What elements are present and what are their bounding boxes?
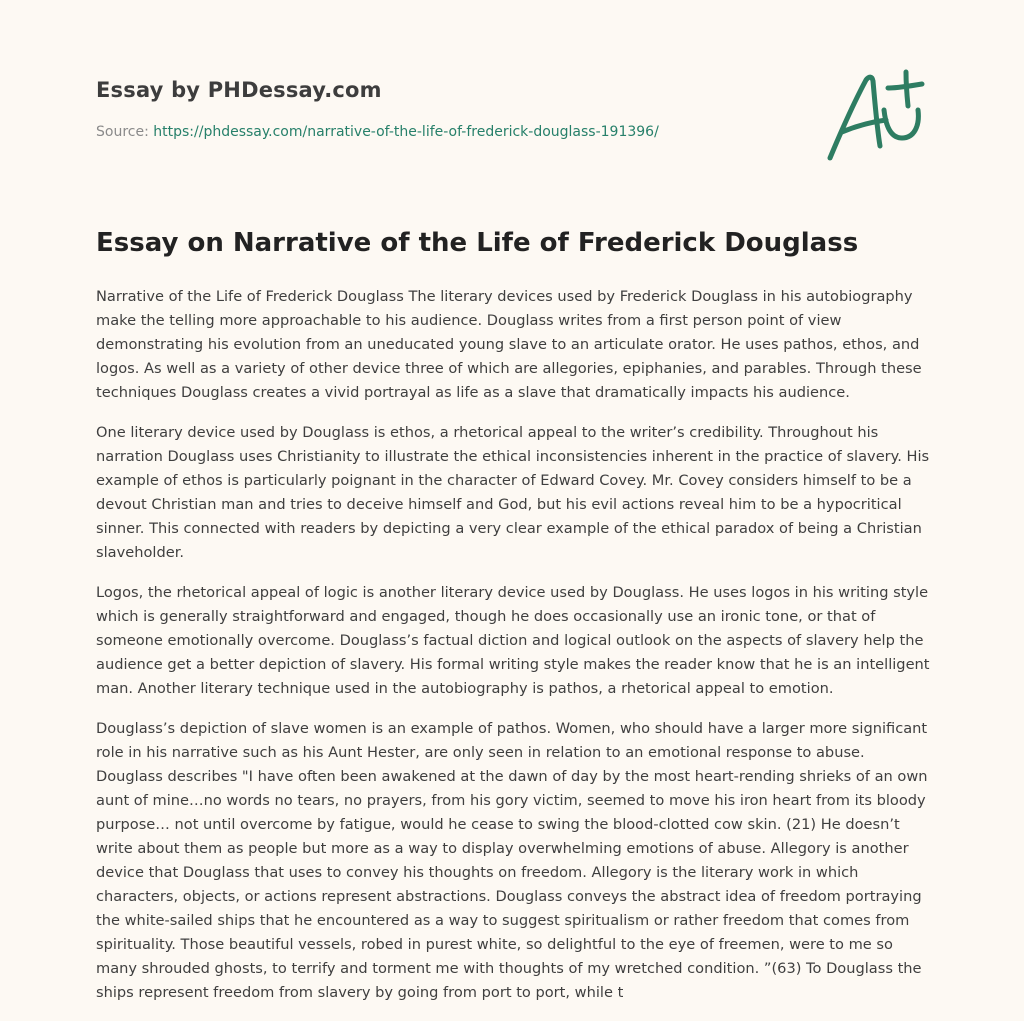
site-name: Essay by PHDessay.com bbox=[96, 78, 382, 102]
essay-title: Essay on Narrative of the Life of Frederick Douglass bbox=[96, 228, 859, 258]
essay-paragraph: One literary device used by Douglass is ethos, a rhetorical appeal to the writer’s credibility. Throughout his narration Douglass uses Christianity to illustrate the ethical inconsistencies inherent in the practice of slavery. His example of ethos is particularly poignant in the character of Edward Covey. Mr. Covey considers himself to be a devout Christian man and tries to deceive himself and God, but his evil actions reveal him to be a hypocritical sinner. This connected with readers by depicting a very clear example of the ethical paradox of being a Christian slaveholder. bbox=[96, 424, 930, 561]
source-label: Source: bbox=[96, 124, 154, 140]
essay-paragraph: Narrative of the Life of Frederick Douglass The literary devices used by Frederick Douglass in his autobiography make the telling more approachable to his audience. Douglass writes from a first person point of view demonstrating his evolution from an uneducated young slave to an articulate orator. He uses pathos, ethos, and logos. As well as a variety of other device three of which are allegories, epiphanies, and parables. Through these techniques Douglass creates a vivid portrayal as life as a slave that dramatically impacts his audience. bbox=[96, 288, 922, 401]
source-link[interactable]: https://phdessay.com/narrative-of-the-life-of-frederick-douglass-191396/ bbox=[153, 124, 659, 140]
essay-body bbox=[96, 285, 932, 1021]
a-plus-logo-icon bbox=[822, 66, 928, 166]
source-line bbox=[96, 124, 659, 140]
essay-paragraph: Douglass’s depiction of slave women is an example of pathos. Women, who should have a larger more significant role in his narrative such as his Aunt Hester, are only seen in relation to an emotional response to abuse. Douglass describes "I have often been awakened at the dawn of day by the most heart-rending shrieks of an own aunt of mine…no words no tears, no prayers, from his gory victim, seemed to move his iron heart from its bloody purpose… not until overcome by fatigue, would he cease to swing the blood-clotted cow skin. (21) He doesn’t write about them as people but more as a way to display overwhelming emotions of abuse. Allegory is another device that Douglass that uses to convey his thoughts on freedom. Allegory is the literary work in which characters, objects, or actions represent abstractions. Douglass conveys the abstract idea of freedom portraying the white-sailed ships that he encountered as a way to suggest spiritualism or rather freedom that comes from spirituality. Those beautiful vessels, robed in purest white, so delightful to the eye of freemen, were to me so many shrouded ghosts, to terrify and torment me with thoughts of my wretched condition. ”(63) To Douglass the ships represent freedom from slavery by going from port to port, while t bbox=[96, 720, 928, 1001]
essay-paragraph: Logos, the rhetorical appeal of logic is another literary device used by Douglass. He uses logos in his writing style which is generally straightforward and engaged, though he does occasionally use an ironic tone, or that of someone emotionally overcome. Douglass’s factual diction and logical outlook on the aspects of slavery help the audience get a better depiction of slavery. His formal writing style makes the reader know that he is an intelligent man. Another literary technique used in the autobiography is pathos, a rhetorical appeal to emotion. bbox=[96, 584, 930, 697]
